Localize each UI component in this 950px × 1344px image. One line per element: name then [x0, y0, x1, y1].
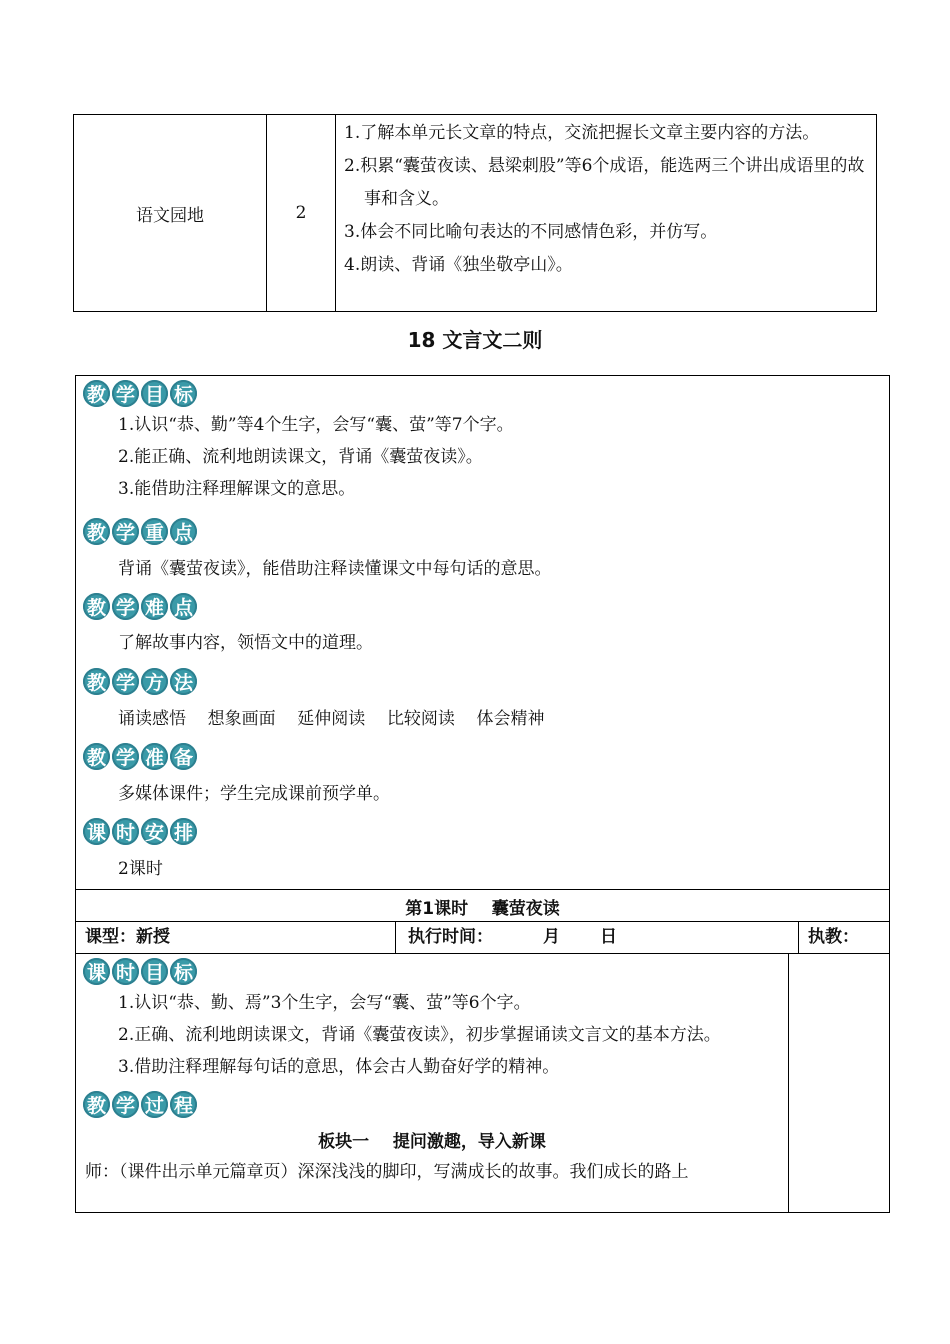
section-heading-method: 教 学 方 法: [83, 665, 889, 697]
period-content-row: [76, 953, 889, 1213]
schedule-text: 2课时: [118, 859, 163, 879]
lesson-plan-table: [75, 375, 890, 1213]
prep-text: 多媒体课件；学生完成课前预学单。: [118, 784, 390, 804]
teacher-text: 师：（课件出示单元篇章页）深深浅浅的脚印，写满成长的故事。我们成长的路上: [85, 1162, 689, 1182]
summary-goal: 1.了解本单元长文章的特点，交流把握长文章主要内容的方法。: [344, 123, 820, 143]
teacher-label: 执教：: [808, 927, 859, 947]
block-title: 板块一 提问激趣，导入新课: [318, 1132, 546, 1152]
summary-goal: 3.体会不同比喻句表达的不同感情色彩，并仿写。: [344, 222, 718, 242]
period-goal: 2.正确、流利地朗读课文，背诵《囊萤夜读》，初步掌握诵读文言文的基本方法。: [118, 1025, 721, 1045]
section-heading-goals: 教 学 目 标: [83, 377, 889, 409]
period-goal: 3.借助注释理解每句话的意思，体会古人勤奋好学的精神。: [118, 1057, 560, 1077]
period-title-row: [76, 889, 889, 922]
summary-goal: 4.朗读、背诵《独坐敬亭山》。: [344, 255, 573, 275]
goal-item: 3.能借助注释理解课文的意思。: [118, 479, 356, 499]
method-text: 诵读感悟 想象画面 延伸阅读 比较阅读 体会精神: [118, 709, 545, 729]
execution-day: 日: [600, 927, 617, 947]
summary-goals: [336, 115, 876, 311]
execution-month: 月: [543, 927, 560, 947]
execution-time: [396, 922, 799, 954]
section-heading-prep: 教 学 准 备: [83, 740, 889, 772]
key-text: 背诵《囊萤夜读》，能借助注释读懂课文中每句话的意思。: [118, 559, 552, 579]
section-heading-schedule: 课 时 安 排: [83, 815, 889, 847]
summary-goal: 2.积累“囊萤夜读、悬梁刺股”等6个成语，能选两三个讲出成语里的故事和含义。: [344, 156, 865, 209]
column-divider: [788, 954, 789, 1213]
summary-hours: 2: [267, 115, 336, 311]
period-goal: 1.认识“恭、勤、焉”3个生字，会写“囊、萤”等6个字。: [118, 993, 531, 1013]
execution-time-label: 执行时间：: [408, 927, 493, 947]
period-info-row: [76, 921, 889, 954]
difficulty-text: 了解故事内容，领悟文中的道理。: [118, 633, 373, 653]
section-heading-process: 教 学 过 程: [83, 1088, 788, 1120]
lesson-type: 课型：新授: [76, 922, 396, 954]
summary-table: [73, 114, 877, 312]
goal-item: 2.能正确、流利地朗读课文，背诵《囊萤夜读》。: [118, 447, 483, 467]
goal-item: 1.认识“恭、勤”等4个生字，会写“囊、萤”等7个字。: [118, 415, 514, 435]
section-heading-difficulty: 教 学 难 点: [83, 590, 889, 622]
period-title: 第1课时 囊萤夜读: [405, 898, 560, 919]
lesson-title: 18 文言文二则: [407, 328, 543, 352]
summary-name: 语文园地: [74, 115, 267, 311]
section-heading-key: 教 学 重 点: [83, 515, 889, 547]
section-heading-period-goals: 课 时 目 标: [83, 955, 788, 987]
